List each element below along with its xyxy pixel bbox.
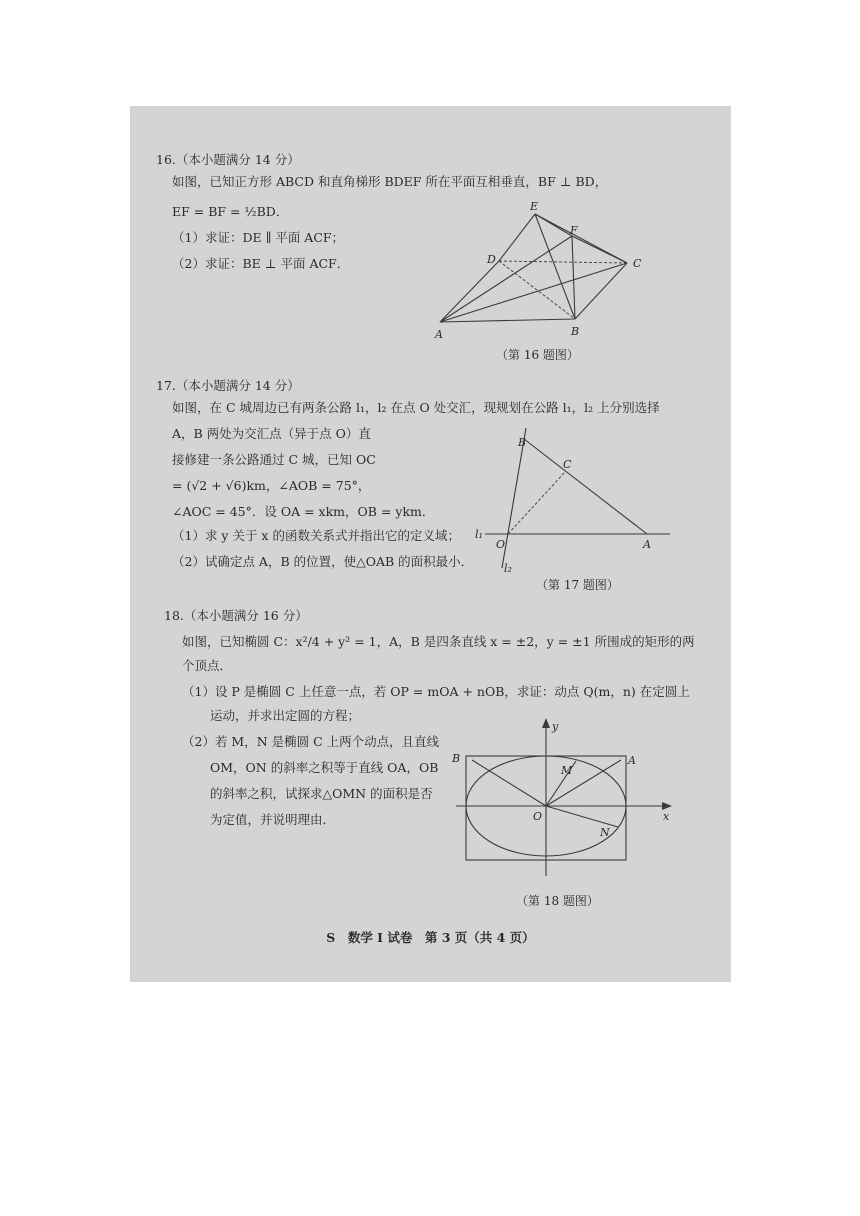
q18-label-B: B	[452, 752, 461, 765]
q18-label-N: N	[600, 826, 610, 839]
q16-part1: （1）求证：DE ∥ 平面 ACF；	[172, 230, 345, 245]
q18-part2-line3: 的斜率之积，试探求△OMN 的面积是否	[210, 786, 433, 801]
q17-stem-line2: A，B 两处为交汇点（异于点 O）直	[172, 426, 371, 441]
q17-label-B: B	[518, 436, 527, 449]
q16-caption: （第 16 题图）	[496, 348, 579, 362]
q16-label-B: B	[571, 325, 580, 338]
q16-header: 16.（本小题满分 14 分）	[156, 152, 300, 167]
q17-label-O: O	[496, 538, 506, 551]
q17-part1: （1）求 y 关于 x 的函数关系式并指出它的定义域；	[172, 528, 460, 543]
q18-axis-x: x	[663, 810, 670, 823]
q17-header: 17.（本小题满分 14 分）	[156, 378, 300, 393]
q17-caption: （第 17 题图）	[536, 578, 619, 592]
q18-part2-line2: OM，ON 的斜率之积等于直线 OA，OB	[210, 760, 439, 775]
page-footer: S 数学 I 试卷 第 3 页（共 4 页）	[326, 930, 535, 945]
q18-label-O: O	[533, 810, 543, 823]
q18-part2-line4: 为定值，并说明理由．	[210, 812, 336, 827]
q17-stem-line5: ∠AOC = 45°．设 OA = xkm，OB = ykm．	[172, 504, 435, 519]
q18-part1-line1: （1）设 P 是椭圆 C 上任意一点，若 OP = mOA + nOB，求证：动点 Q(m，n) 在定圆上	[182, 684, 690, 699]
q16-stem-line1: 如图，已知正方形 ABCD 和直角梯形 BDEF 所在平面互相垂直，BF ⊥ BD，	[172, 174, 608, 189]
exam-sheet	[130, 106, 731, 982]
q17-label-A: A	[643, 538, 651, 551]
q17-label-l2: l₂	[504, 562, 512, 575]
q18-label-A: A	[628, 754, 636, 767]
q16-stem-line2: EF = BF = ½BD．	[172, 204, 289, 219]
q18-axis-y: y	[552, 720, 559, 733]
q17-stem-line4: = (√2 + √6)km，∠AOB = 75°，	[172, 478, 371, 493]
q18-caption: （第 18 题图）	[516, 894, 599, 908]
q18-stem-line2: 个顶点．	[182, 658, 233, 673]
q17-stem-line3: 接修建一条公路通过 C 城，已知 OC	[172, 452, 376, 467]
q16-label-A: A	[435, 328, 443, 341]
q18-label-M: M	[561, 764, 573, 777]
q18-part1-line2: 运动，并求出定圆的方程；	[210, 708, 361, 723]
q17-label-C: C	[563, 458, 572, 471]
q16-label-E: E	[530, 200, 539, 213]
q16-label-C: C	[633, 257, 642, 270]
q18-stem-line1: 如图，已知椭圆 C：x²/4 + y² = 1，A，B 是四条直线 x = ±2，y = ±1 所围成的矩形的两	[182, 634, 695, 649]
q17-part2: （2）试确定点 A，B 的位置，使△OAB 的面积最小．	[172, 554, 474, 569]
q17-label-l1: l₁	[475, 528, 483, 541]
q18-part2-line1: （2）若 M，N 是椭圆 C 上两个动点，且直线	[182, 734, 440, 749]
q16-part2: （2）求证：BE ⊥ 平面 ACF．	[172, 256, 350, 271]
q18-figure	[130, 106, 731, 982]
q16-label-F: F	[570, 224, 578, 237]
q18-header: 18.（本小题满分 16 分）	[164, 608, 308, 623]
q17-stem-line1: 如图，在 C 城周边已有两条公路 l₁，l₂ 在点 O 处交汇，现规划在公路 l₁，l₂ 上分别选择	[172, 400, 660, 415]
q16-label-D: D	[487, 253, 496, 266]
